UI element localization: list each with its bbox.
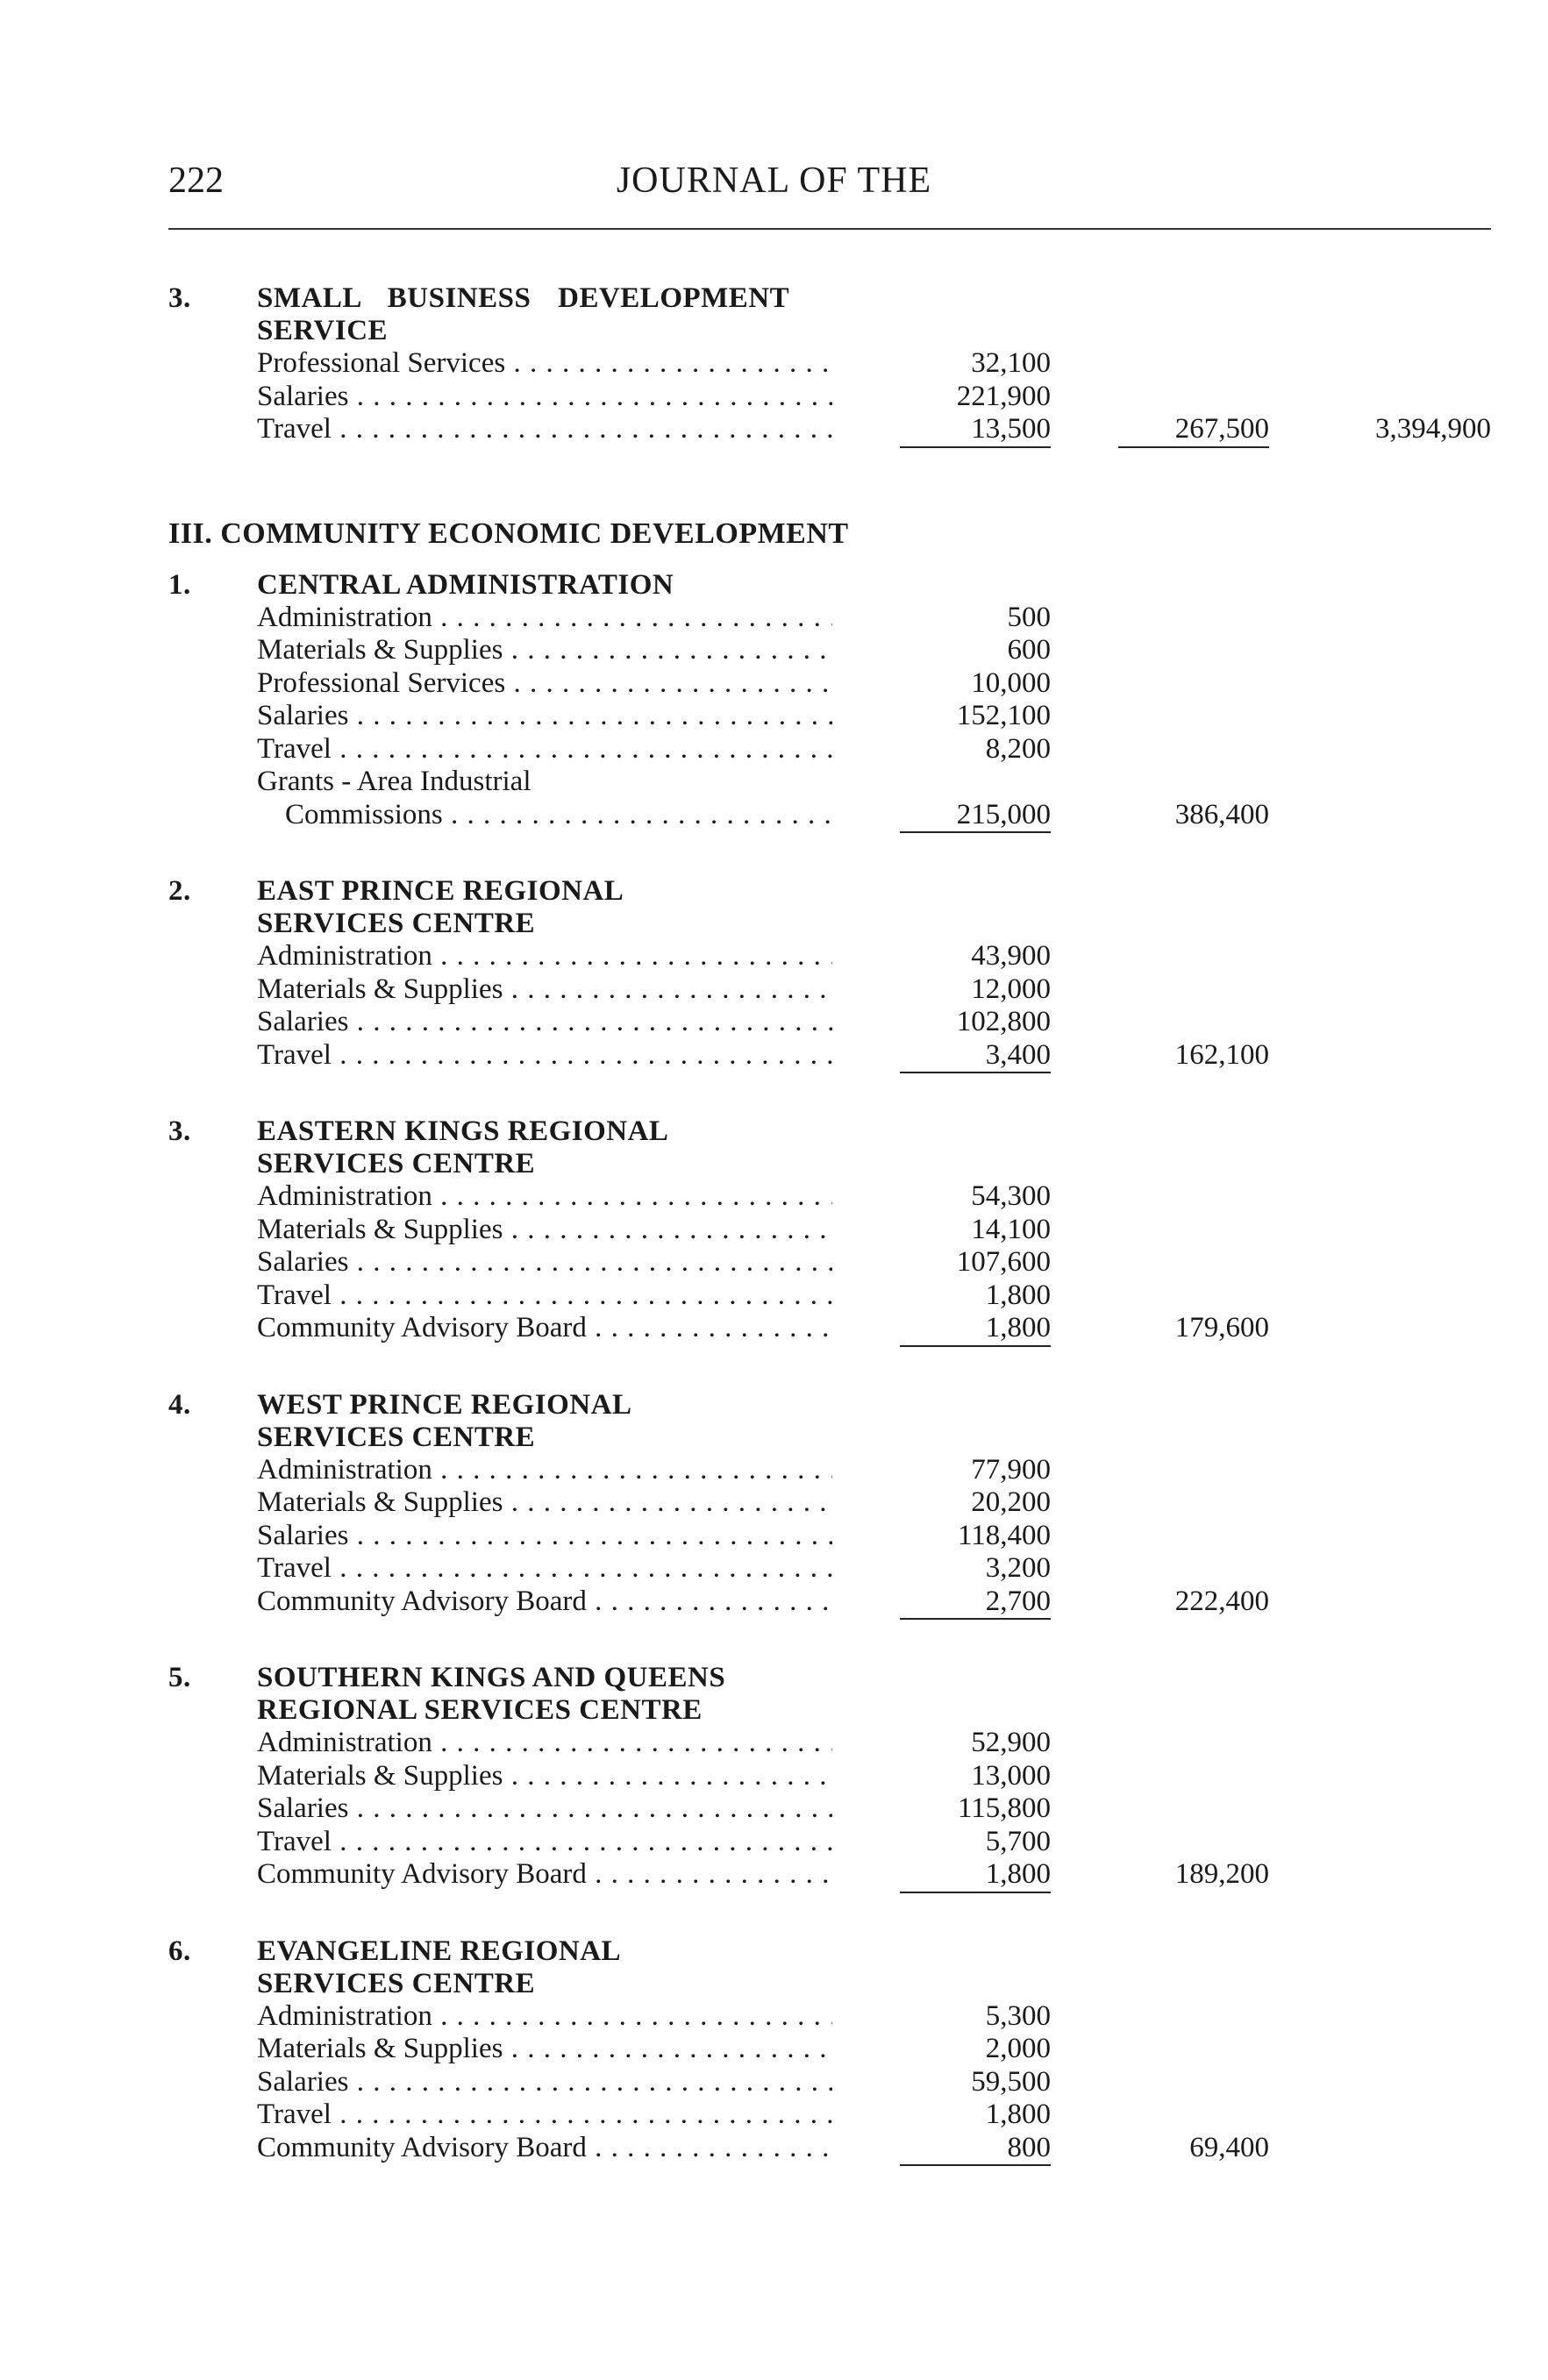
- line-item-amount: 12,000: [971, 973, 1051, 1005]
- section-heading: [0, 1662, 1548, 1727]
- line-item: [0, 1180, 1548, 1214]
- line-item: [0, 1454, 1548, 1487]
- section-title: SOUTHERN KINGS AND QUEENS: [257, 1662, 726, 1693]
- line-item-label: Salaries . . .: [257, 1006, 832, 1039]
- section-title: SERVICES CENTRE: [257, 908, 536, 939]
- section-subtotal: 162,100: [1174, 1038, 1269, 1071]
- line-item: [0, 973, 1548, 1007]
- line-item-label: Salaries . . .: [257, 2066, 832, 2099]
- section-title: CENTRAL ADMINISTRATION: [257, 568, 674, 601]
- section-title: WEST PRINCE REGIONAL: [257, 1388, 632, 1421]
- line-item: [0, 2033, 1548, 2066]
- line-item-amount: 77,900: [971, 1453, 1051, 1486]
- section-title: EASTERN KINGS REGIONAL: [257, 1115, 669, 1147]
- section-subtotal: 386,400: [1174, 798, 1269, 830]
- section-title: SERVICES CENTRE: [257, 1421, 536, 1453]
- line-item: [0, 1486, 1548, 1520]
- page-number: 222: [168, 160, 224, 201]
- line-item-label: Travel . . .: [257, 1552, 832, 1585]
- line-item-label: Administration . . .: [257, 1727, 832, 1760]
- line-item: [0, 1006, 1548, 1039]
- line-item: [0, 1552, 1548, 1585]
- line-item-label: Salaries . . .: [257, 1520, 832, 1553]
- line-item-label: Administration . . .: [257, 2000, 832, 2034]
- section-title: EAST PRINCE REGIONAL: [257, 875, 624, 907]
- line-item-label: Travel . . .: [257, 1279, 832, 1313]
- line-item-amount: 52,900: [971, 1727, 1051, 1758]
- line-item-amount: 8,200: [985, 732, 1051, 765]
- line-item-amount: 13,000: [971, 1759, 1051, 1792]
- line-item: [0, 733, 1548, 766]
- line-item-label: Travel . . .: [257, 413, 832, 446]
- line-item-label: Administration . . .: [257, 940, 832, 973]
- line-item: [0, 1039, 1548, 1072]
- line-item-label: Professional Services . . .: [257, 667, 832, 701]
- line-item: [0, 766, 1548, 799]
- section-number: 4.: [168, 1388, 191, 1421]
- line-item-amount: 59,500: [971, 2065, 1051, 2098]
- section-number: 5.: [168, 1662, 191, 1693]
- section-small-business: [0, 282, 1548, 446]
- line-item-label: Professional Services . . .: [257, 347, 832, 381]
- section-number: 3.: [168, 1115, 191, 1147]
- line-item-label: Materials & Supplies . . .: [257, 973, 832, 1007]
- section-heading: [0, 282, 1548, 347]
- section-heading: [0, 875, 1548, 940]
- line-item-label: Commissions . . .: [285, 799, 832, 832]
- section-subtotal: 189,200: [1174, 1858, 1269, 1890]
- line-item-label: Materials & Supplies . . .: [257, 2033, 832, 2066]
- section-subtotal: 69,400: [1189, 2131, 1269, 2163]
- section-southern-kings-queens: [0, 1662, 1548, 1892]
- line-item-label: Materials & Supplies . . .: [257, 1760, 832, 1793]
- line-item: [0, 1520, 1548, 1553]
- line-item: [0, 700, 1548, 733]
- line-item-amount: 500: [1007, 601, 1051, 633]
- line-item-label: Salaries . . .: [257, 700, 832, 733]
- section-title: SERVICE: [257, 315, 389, 346]
- section-subtotal: 267,500: [1118, 413, 1269, 448]
- line-item-label: Administration . . .: [257, 1454, 832, 1487]
- section-number: 6.: [168, 1935, 191, 1967]
- line-item: [0, 1727, 1548, 1760]
- line-item-amount: 1,800: [985, 2099, 1051, 2130]
- line-item: [0, 1858, 1548, 1892]
- line-item-amount: 1,800: [900, 1312, 1051, 1347]
- line-item: [0, 667, 1548, 701]
- line-item-label: Materials & Supplies . . .: [257, 1214, 832, 1247]
- line-item: [0, 1246, 1548, 1279]
- line-item-amount: 600: [1007, 634, 1051, 666]
- line-item: [0, 799, 1548, 832]
- section-central-administration: [0, 569, 1548, 832]
- line-item-label: Grants - Area Industrial: [257, 766, 531, 797]
- line-item: [0, 1792, 1548, 1826]
- section-title: EVANGELINE REGIONAL: [257, 1935, 622, 1967]
- line-item-label: Salaries . . .: [257, 381, 832, 414]
- line-item-label: Salaries . . .: [257, 1246, 832, 1279]
- section-heading: [0, 1935, 1548, 2000]
- line-item-amount: 1,800: [985, 1279, 1051, 1311]
- line-item: [0, 1760, 1548, 1793]
- line-item: [0, 634, 1548, 667]
- line-item-amount: 221,900: [956, 380, 1051, 412]
- section-west-prince: [0, 1389, 1548, 1619]
- line-item: [0, 381, 1548, 414]
- line-item-amount: 10,000: [971, 666, 1051, 699]
- line-item-amount: 20,200: [971, 1486, 1051, 1518]
- section-title: SERVICES CENTRE: [257, 1967, 536, 1999]
- line-item-amount: 215,000: [900, 799, 1051, 834]
- line-item: [0, 1826, 1548, 1859]
- line-item-label: Materials & Supplies . . .: [257, 1486, 832, 1520]
- line-item-amount: 54,300: [971, 1180, 1051, 1212]
- line-item-label: Travel . . .: [257, 1826, 832, 1859]
- line-item: [0, 1214, 1548, 1247]
- line-item-amount: 5,300: [985, 1999, 1051, 2032]
- section-subtotal: 222,400: [1174, 1585, 1269, 1617]
- line-item-amount: 43,900: [971, 940, 1051, 972]
- line-item-label: Community Advisory Board . . .: [257, 1858, 832, 1892]
- line-item-label: Community Advisory Board . . .: [257, 1585, 832, 1619]
- section-east-prince: [0, 875, 1548, 1072]
- line-item-amount: 118,400: [957, 1519, 1051, 1551]
- line-item: [0, 2000, 1548, 2034]
- line-item-amount: 107,600: [956, 1246, 1051, 1278]
- line-item-label: Community Advisory Board . . .: [257, 2132, 832, 2165]
- line-item-label: Administration . . .: [257, 1180, 832, 1214]
- section-heading: [0, 1389, 1548, 1454]
- line-item-amount: 2,000: [985, 2033, 1051, 2064]
- line-item-amount: 152,100: [956, 700, 1051, 731]
- line-item-amount: 13,500: [900, 413, 1051, 448]
- section-heading: [0, 569, 1548, 602]
- line-item-label: Administration . . .: [257, 602, 832, 635]
- line-item-amount: 1,800: [900, 1858, 1051, 1893]
- line-item-label: Community Advisory Board . . .: [257, 1312, 832, 1345]
- line-item: [0, 347, 1548, 381]
- section-evangeline: [0, 1935, 1548, 2165]
- line-item: [0, 413, 1548, 446]
- section-title: SERVICES CENTRE: [257, 1148, 536, 1179]
- division-title: III. COMMUNITY ECONOMIC DEVELOPMENT: [168, 517, 849, 550]
- section-subtotal: 179,600: [1174, 1312, 1269, 1343]
- line-item-amount: 3,200: [985, 1552, 1051, 1584]
- line-item: [0, 2132, 1548, 2165]
- line-item: [0, 1312, 1548, 1345]
- section-number: 3.: [168, 282, 191, 314]
- section-number: 1.: [168, 568, 191, 601]
- line-item-label: Travel . . .: [257, 1039, 832, 1072]
- line-item-amount: 32,100: [971, 347, 1051, 379]
- section-eastern-kings: [0, 1115, 1548, 1345]
- line-item: [0, 2099, 1548, 2132]
- line-item-amount: 14,100: [971, 1213, 1051, 1245]
- line-item-label: Salaries . . .: [257, 1792, 832, 1826]
- division-total: 3,394,900: [1375, 413, 1491, 445]
- line-item-amount: 2,700: [900, 1585, 1051, 1621]
- section-title: REGIONAL SERVICES CENTRE: [257, 1694, 703, 1726]
- line-item: [0, 602, 1548, 635]
- line-item: [0, 1585, 1548, 1619]
- section-title: SMALL BUSINESS DEVELOPMENT: [257, 282, 790, 314]
- budget-content: [0, 282, 1548, 2164]
- header-rule: [168, 228, 1491, 230]
- line-item-amount: 800: [900, 2132, 1051, 2167]
- line-item-label: Travel . . .: [257, 733, 832, 766]
- line-item: [0, 1279, 1548, 1313]
- running-head: JOURNAL OF THE: [616, 160, 932, 201]
- line-item-amount: 102,800: [956, 1006, 1051, 1037]
- line-item-amount: 3,400: [900, 1039, 1051, 1074]
- line-item: [0, 940, 1548, 973]
- line-item-label: Travel . . .: [257, 2099, 832, 2132]
- line-item: [0, 2066, 1548, 2099]
- line-item-label: Materials & Supplies . . .: [257, 634, 832, 667]
- line-item-amount: 115,800: [957, 1792, 1051, 1824]
- section-number: 2.: [168, 875, 191, 907]
- line-item-amount: 5,700: [985, 1825, 1051, 1857]
- section-heading: [0, 1115, 1548, 1180]
